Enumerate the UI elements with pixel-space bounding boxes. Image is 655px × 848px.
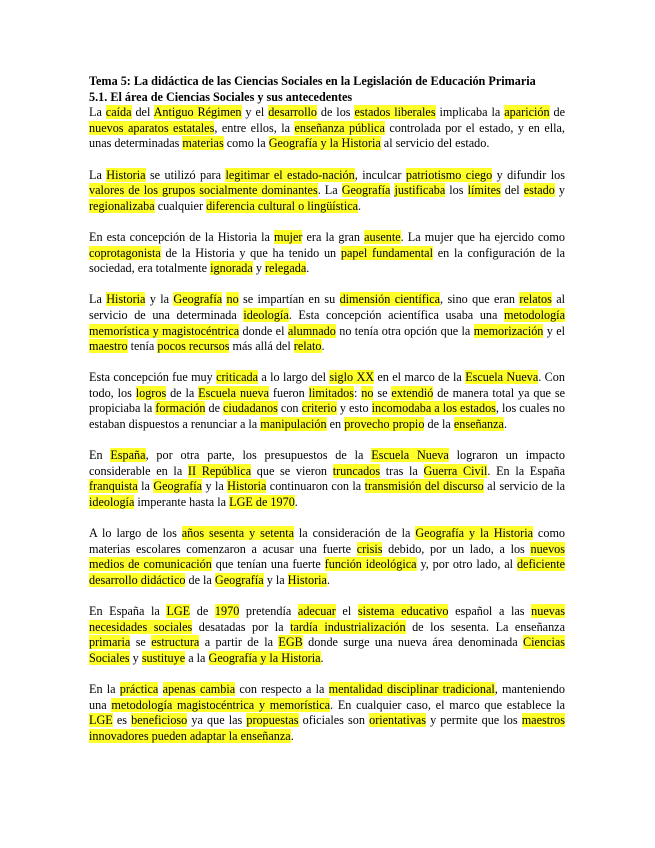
highlighted-text: LGE — [166, 604, 191, 619]
text-run: . — [321, 339, 325, 354]
text-run: es — [112, 713, 132, 728]
text-run: se — [130, 635, 152, 650]
text-run: implicaba la — [435, 105, 505, 120]
text-run: . Con todo, los — [89, 370, 565, 400]
highlighted-text: incomodaba a los estados — [371, 401, 496, 416]
text-run: tras la — [380, 463, 424, 478]
highlighted-text: ciudadanos — [223, 401, 278, 416]
paragraph — [89, 370, 565, 432]
highlighted-text: relegada — [264, 261, 307, 276]
text-run: continuaron con la — [266, 479, 365, 494]
highlighted-text: ausente — [364, 229, 401, 244]
paragraph — [89, 526, 565, 588]
text-run: y, por otro lado, al — [416, 557, 517, 572]
text-run: al servicio del estado. — [380, 136, 490, 151]
text-run: y el — [543, 323, 565, 338]
text-run: y — [554, 183, 566, 198]
text-run: . Esta concepción acientífica usaba una — [288, 307, 505, 322]
text-run: En España la — [89, 604, 167, 619]
text-run: y permite que los — [425, 713, 522, 728]
highlighted-text: no — [361, 385, 374, 400]
text-run: La — [89, 105, 106, 120]
text-run: al servicio de la — [483, 479, 566, 494]
text-run: de — [549, 105, 565, 120]
highlighted-text: metodología memorística y magistocéntrica — [89, 307, 565, 338]
highlighted-text: Geografía y la Historia — [208, 650, 321, 665]
highlighted-text: pocos recursos — [157, 339, 230, 354]
highlighted-text: orientativas — [369, 713, 426, 728]
paragraph — [89, 168, 565, 215]
text-run: con — [277, 401, 302, 416]
text-run: de los sesenta. La enseñanza — [405, 619, 565, 634]
text-run: En esta concepción de la Historia la — [89, 229, 274, 244]
text-run: controlada por el estado, y en ella, unas determinadas — [89, 120, 565, 151]
text-run: de los — [316, 105, 355, 120]
highlighted-text: ignorada — [210, 261, 253, 276]
highlighted-text: criticada — [216, 370, 259, 385]
text-run: se impartían en su — [238, 292, 340, 307]
text-run: al servicio de una determinada — [89, 292, 565, 322]
highlighted-text: Antiguo Régimen — [153, 105, 242, 120]
text-run: de la Historia y que ha tenido un — [160, 245, 341, 260]
text-run: y la — [145, 292, 174, 307]
text-run: En — [89, 448, 111, 463]
text-run: y la — [263, 573, 288, 587]
paragraph — [89, 604, 565, 666]
text-run: se utilizó para — [145, 167, 226, 182]
highlighted-text: mujer — [273, 229, 303, 244]
text-run: oficiales son — [298, 713, 370, 728]
text-run: . — [306, 261, 310, 276]
text-run: de manera total ya que se propiciaba la — [89, 385, 566, 416]
text-run: . La — [317, 183, 342, 198]
text-run: . — [358, 198, 362, 213]
highlighted-text: años sesenta y setenta — [181, 526, 294, 541]
highlighted-text: deficiente desarrollo didáctico — [89, 557, 565, 587]
highlighted-text: relatos — [519, 292, 552, 307]
text-run: desatadas por la — [192, 619, 291, 634]
highlighted-text: coprotagonista — [89, 245, 161, 260]
text-run: lograron un impacto considerable en la — [89, 448, 565, 478]
highlighted-text: aparición — [504, 105, 550, 120]
highlighted-text: primaria — [89, 635, 131, 650]
highlighted-text: estructura — [151, 635, 200, 650]
text-run: era la gran — [302, 229, 365, 244]
text-run: donde el — [239, 323, 288, 338]
paragraph — [89, 682, 565, 744]
text-run: español a las — [448, 604, 532, 619]
highlighted-text: Historia — [227, 479, 267, 494]
highlighted-text: II República — [187, 463, 252, 478]
text-run: La — [89, 292, 107, 307]
text-run: de — [190, 604, 215, 619]
highlighted-text: papel fundamental — [340, 245, 433, 260]
text-run: la — [137, 479, 154, 494]
highlighted-text: relato — [293, 339, 322, 354]
paragraph — [89, 448, 565, 510]
highlighted-text: ideología — [89, 495, 135, 510]
text-run: a la — [185, 650, 209, 665]
highlighted-text: manipulación — [260, 417, 327, 432]
highlighted-text: transmisión del discurso — [364, 479, 484, 494]
highlighted-text: Historia — [106, 167, 146, 182]
text-run: imperante hasta la — [134, 495, 230, 510]
highlighted-text: alumnado — [287, 323, 336, 338]
highlighted-text: ideología — [243, 307, 289, 322]
text-run: y — [129, 650, 142, 665]
text-run: . — [503, 417, 507, 432]
highlighted-text: limitados — [308, 385, 355, 400]
text-run: y difundir los — [492, 167, 565, 182]
paragraph — [89, 230, 565, 277]
text-run: del — [131, 105, 154, 120]
text-run: . La mujer que ha ejercido como — [400, 229, 565, 244]
text-run: . En cualquier caso, el marco que establece la — [330, 697, 565, 712]
text-run: y la — [202, 479, 228, 494]
text-run: de la — [166, 385, 199, 400]
text-run: , sino que eran — [440, 292, 520, 307]
text-run: en — [326, 417, 345, 432]
highlighted-text: metodología magistocéntrica y memorística — [111, 697, 331, 712]
highlighted-text: límites — [467, 183, 501, 198]
highlighted-text: desarrollo — [268, 105, 317, 120]
highlighted-text: 1970 — [214, 604, 240, 619]
highlighted-text: criterio — [301, 401, 337, 416]
highlighted-text: España — [110, 448, 146, 463]
text-run: en la configuración de la sociedad, era totalmente — [89, 245, 565, 276]
text-run: donde surge una nueva área denominada — [302, 635, 524, 650]
text-run: . — [294, 495, 298, 510]
text-run: ya que las — [187, 713, 247, 728]
highlighted-text: Geografía y la Historia — [415, 526, 534, 541]
text-run: la consideración de la — [294, 526, 416, 541]
text-run: que tenían una fuerte — [211, 557, 325, 572]
highlighted-text: enseñanza — [453, 417, 504, 432]
text-run: y — [252, 261, 265, 276]
highlighted-text: mentalidad disciplinar tradicional — [328, 682, 495, 697]
highlighted-text: Escuela Nueva — [465, 370, 539, 385]
highlighted-text: Guerra Civil — [423, 463, 488, 478]
text-run: pretendía — [239, 604, 298, 619]
text-run: y esto — [336, 401, 372, 416]
highlighted-text: maestro — [89, 339, 128, 354]
highlighted-text: Geografía — [214, 573, 264, 587]
text-run: que se vieron — [251, 463, 333, 478]
text-run: a lo largo del — [258, 370, 330, 385]
text-run: de — [205, 401, 224, 416]
highlighted-text: Escuela Nueva — [371, 448, 449, 463]
highlighted-text: Ciencias Sociales — [89, 635, 566, 665]
highlighted-text: Geografía — [173, 292, 223, 307]
highlighted-text: sistema educativo — [357, 604, 449, 619]
highlighted-text: truncados — [332, 463, 381, 478]
text-run: como materias escolares comenzaron a acusar una fuerte — [89, 526, 566, 556]
paragraph — [89, 292, 565, 354]
highlighted-text: adecuar — [297, 604, 336, 619]
highlighted-text: Geografía — [341, 183, 391, 198]
highlighted-text: práctica — [119, 682, 159, 697]
text-run: En la — [89, 682, 120, 697]
highlighted-text: crisis — [356, 541, 383, 556]
text-run: como la — [223, 136, 269, 151]
highlighted-text: nuevos medios de comunicación — [89, 541, 565, 572]
text-run: el — [335, 604, 358, 619]
highlighted-text: enseñanza pública — [294, 120, 385, 135]
text-run: en el marco de la — [374, 370, 466, 385]
text-run: : — [354, 385, 362, 400]
highlighted-text: apenas cambia — [162, 682, 236, 697]
highlighted-text: formación — [155, 401, 206, 416]
text-run: . En la España — [487, 463, 565, 478]
text-run: A lo largo de los — [89, 526, 182, 541]
document-body — [89, 105, 565, 744]
highlighted-text: Geografía y la Historia — [268, 136, 381, 151]
text-run: Esta concepción fue muy — [89, 370, 217, 385]
text-run: a partir de la — [199, 635, 279, 650]
highlighted-text: función ideológica — [324, 557, 417, 572]
highlighted-text: regionalizaba — [89, 198, 155, 213]
paragraph — [89, 105, 565, 152]
highlighted-text: nuevos aparatos estatales — [89, 120, 215, 135]
text-run: cualquier — [154, 198, 207, 213]
text-run: . — [326, 573, 330, 587]
highlighted-text: Historia — [287, 573, 327, 587]
text-run: y el — [241, 105, 269, 120]
highlighted-text: provecho propio — [344, 417, 425, 432]
highlighted-text: sustituye — [141, 650, 186, 665]
highlighted-text: Escuela nueva — [198, 385, 270, 400]
highlighted-text: memorización — [473, 323, 544, 338]
text-run: de la — [424, 417, 454, 432]
text-run: del — [500, 183, 524, 198]
text-run: , manteniendo una — [89, 682, 565, 712]
text-run: debido, por un lado, a los — [382, 541, 531, 556]
highlighted-text: legitimar el estado-nación — [225, 167, 355, 182]
highlighted-text: logros — [135, 385, 167, 400]
highlighted-text: siglo XX — [329, 370, 375, 385]
text-run: los — [445, 183, 468, 198]
highlighted-text: maestros innovadores pueden adaptar la enseñanza — [89, 713, 566, 743]
highlighted-text: estado — [523, 183, 555, 198]
text-run: . — [320, 650, 324, 665]
highlighted-text: extendió — [391, 385, 434, 400]
document-title: Tema 5: La didáctica de las Ciencias Sociales en la Legislación de Educación Primaria — [89, 74, 536, 88]
text-run: con respecto a la — [235, 682, 329, 697]
highlighted-text: patriotismo ciego — [405, 167, 493, 182]
text-run: tenía — [127, 339, 158, 354]
highlighted-text: nuevas necesidades sociales — [89, 604, 566, 634]
highlighted-text: no — [226, 292, 239, 307]
text-run — [158, 682, 162, 696]
text-run: , inculcar — [354, 167, 406, 182]
highlighted-text: propuestas — [246, 713, 299, 728]
text-run: no tenía otra opción que la — [335, 323, 474, 338]
text-run: , por otra parte, los presupuestos de la — [145, 448, 372, 463]
text-run: de la — [185, 573, 215, 587]
text-run: . — [290, 728, 294, 743]
text-run: , los cuales no estaban dispuestos a renunciar a la — [89, 401, 565, 432]
highlighted-text: Geografía — [153, 479, 203, 494]
highlighted-text: LGE — [89, 713, 113, 728]
text-run: , entre ellos, la — [214, 120, 295, 135]
highlighted-text: dimensión científica — [339, 292, 441, 307]
document-subtitle: 5.1. El área de Ciencias Sociales y sus antecedentes — [89, 89, 353, 104]
highlighted-text: tardía industrialización — [290, 619, 406, 634]
highlighted-text: Historia — [106, 292, 146, 307]
highlighted-text: materias — [182, 136, 224, 151]
text-run: más allá del — [229, 339, 294, 354]
highlighted-text: franquista — [89, 479, 138, 494]
highlighted-text: valores de los grupos socialmente dominantes — [89, 183, 318, 198]
highlighted-text: beneficioso — [131, 713, 188, 728]
text-run: La — [89, 167, 107, 182]
highlighted-text: EGB — [278, 635, 303, 650]
text-run: fueron — [269, 385, 309, 400]
document-page — [89, 74, 565, 760]
highlighted-text: caída — [105, 105, 132, 120]
highlighted-text: justificaba — [394, 183, 446, 198]
highlighted-text: estados liberales — [354, 105, 436, 120]
highlighted-text: LGE de 1970 — [229, 495, 295, 510]
highlighted-text: diferencia cultural o lingüística — [206, 198, 359, 213]
text-run: se — [373, 385, 392, 400]
